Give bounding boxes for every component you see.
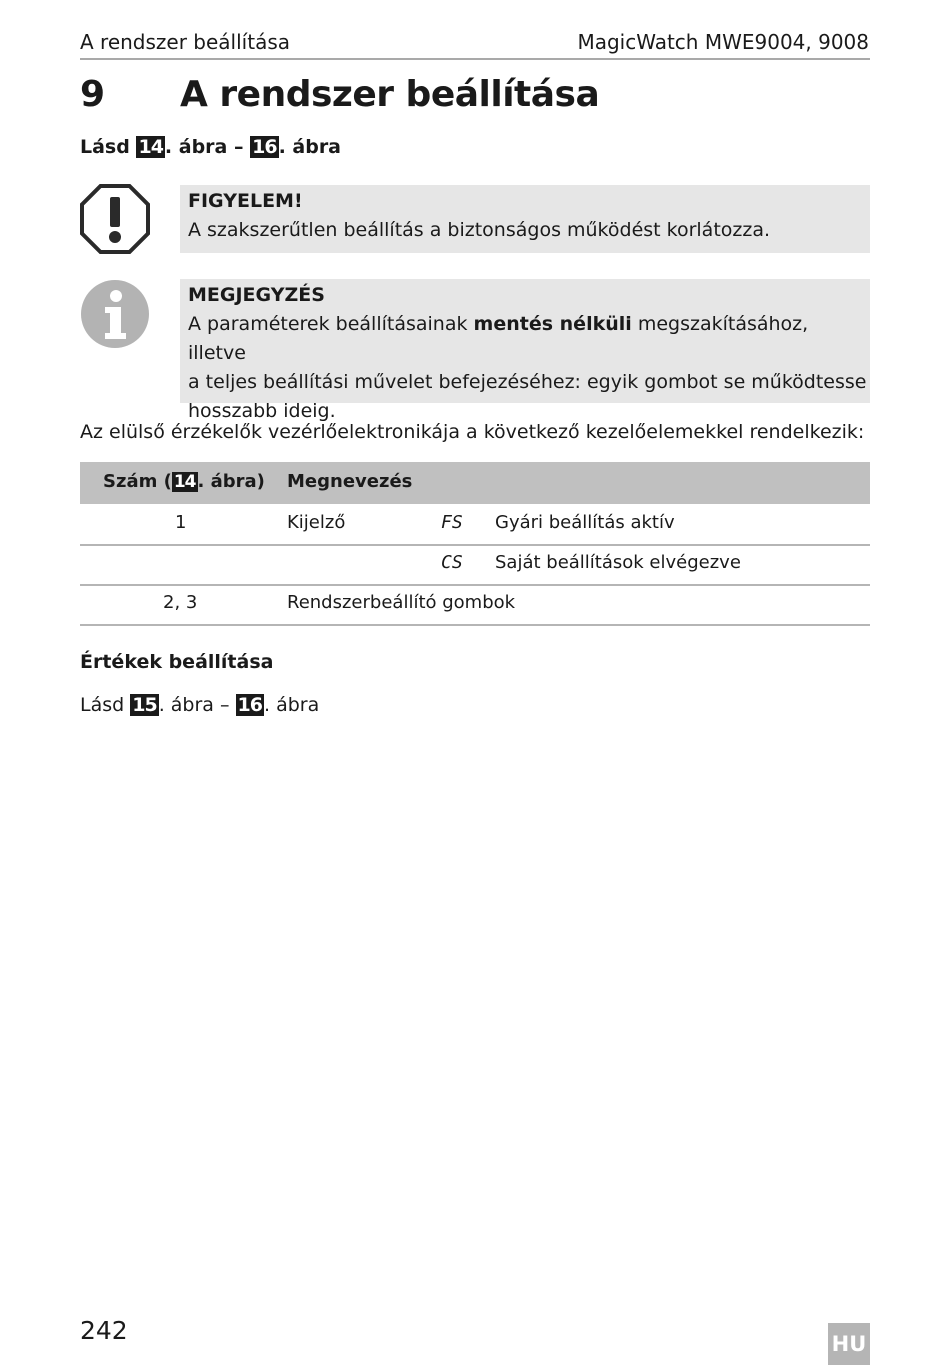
header-number-suffix: . ábra) [197,471,265,492]
row-name: Kijelző [287,512,346,533]
see-prefix: Lásd [80,136,130,158]
warning-box [180,185,870,253]
note-text-line3: hosszabb ideig. [188,400,336,422]
header-number-prefix: Szám ( [103,471,172,492]
running-header-left: A rendszer beállítása [80,30,290,54]
section-title: Értékek beállítása [80,651,274,673]
see-suffix: . ábra [263,694,320,716]
row-number: 2, 3 [163,592,198,613]
see-mid: . ábra – [158,694,230,716]
note-text-start: A paraméterek beállításainak [188,313,468,335]
note-title: MEGJEGYZÉS [188,284,325,306]
warning-title: FIGYELEM! [188,190,303,212]
note-box [180,279,870,422]
info-circle-icon [80,279,150,349]
lcd-code: FS [441,512,463,533]
figure-number-badge: 14 [138,136,163,158]
chapter-title: A rendszer beállítása [180,74,600,115]
figure-reference-line [80,694,319,716]
table-rule [80,624,870,626]
row-description: Gyári beállítás aktív [495,512,675,533]
figure-number-badge: 16 [252,136,277,158]
note-text [188,310,870,426]
figure-number-badge: 16 [237,694,262,716]
table-header [80,462,870,504]
warning-text: A szakszerűtlen beállítás a biztonságos működést korlátozza. [188,219,771,241]
row-number: 1 [175,512,187,533]
figure-number-badge: 14 [173,472,196,492]
chapter-number: 9 [80,74,106,115]
language-badge: HU [828,1323,870,1365]
see-prefix: Lásd [80,694,125,716]
see-mid: . ábra – [164,136,244,158]
lcd-code: CS [441,552,463,573]
figure-number-badge: 15 [132,694,157,716]
note-text-line2: a teljes beállítási művelet befejezéséhez: egyik gombot se működtesse [188,371,867,393]
see-suffix: . ábra [278,136,342,158]
running-header-right: MagicWatch MWE9004, 9008 [577,30,869,54]
note-text-line1-end: megszakításához, illetve [188,313,809,364]
table-rule [80,584,870,586]
note-text-emphasis: mentés nélküli [473,313,632,335]
warning-octagon-icon [80,184,150,254]
intro-paragraph: Az elülső érzékelők vezérlőelektronikája a következő kezelőelemekkel rendelkezik: [80,421,865,443]
row-description: Saját beállítások elvégezve [495,552,741,573]
header-name: Megnevezés [287,471,413,492]
page-number: 242 [80,1316,128,1345]
table-rule [80,544,870,546]
figure-reference-line [80,136,341,158]
header-divider [80,58,870,60]
row-name: Rendszerbeállító gombok [287,592,516,613]
header-number [103,471,265,492]
